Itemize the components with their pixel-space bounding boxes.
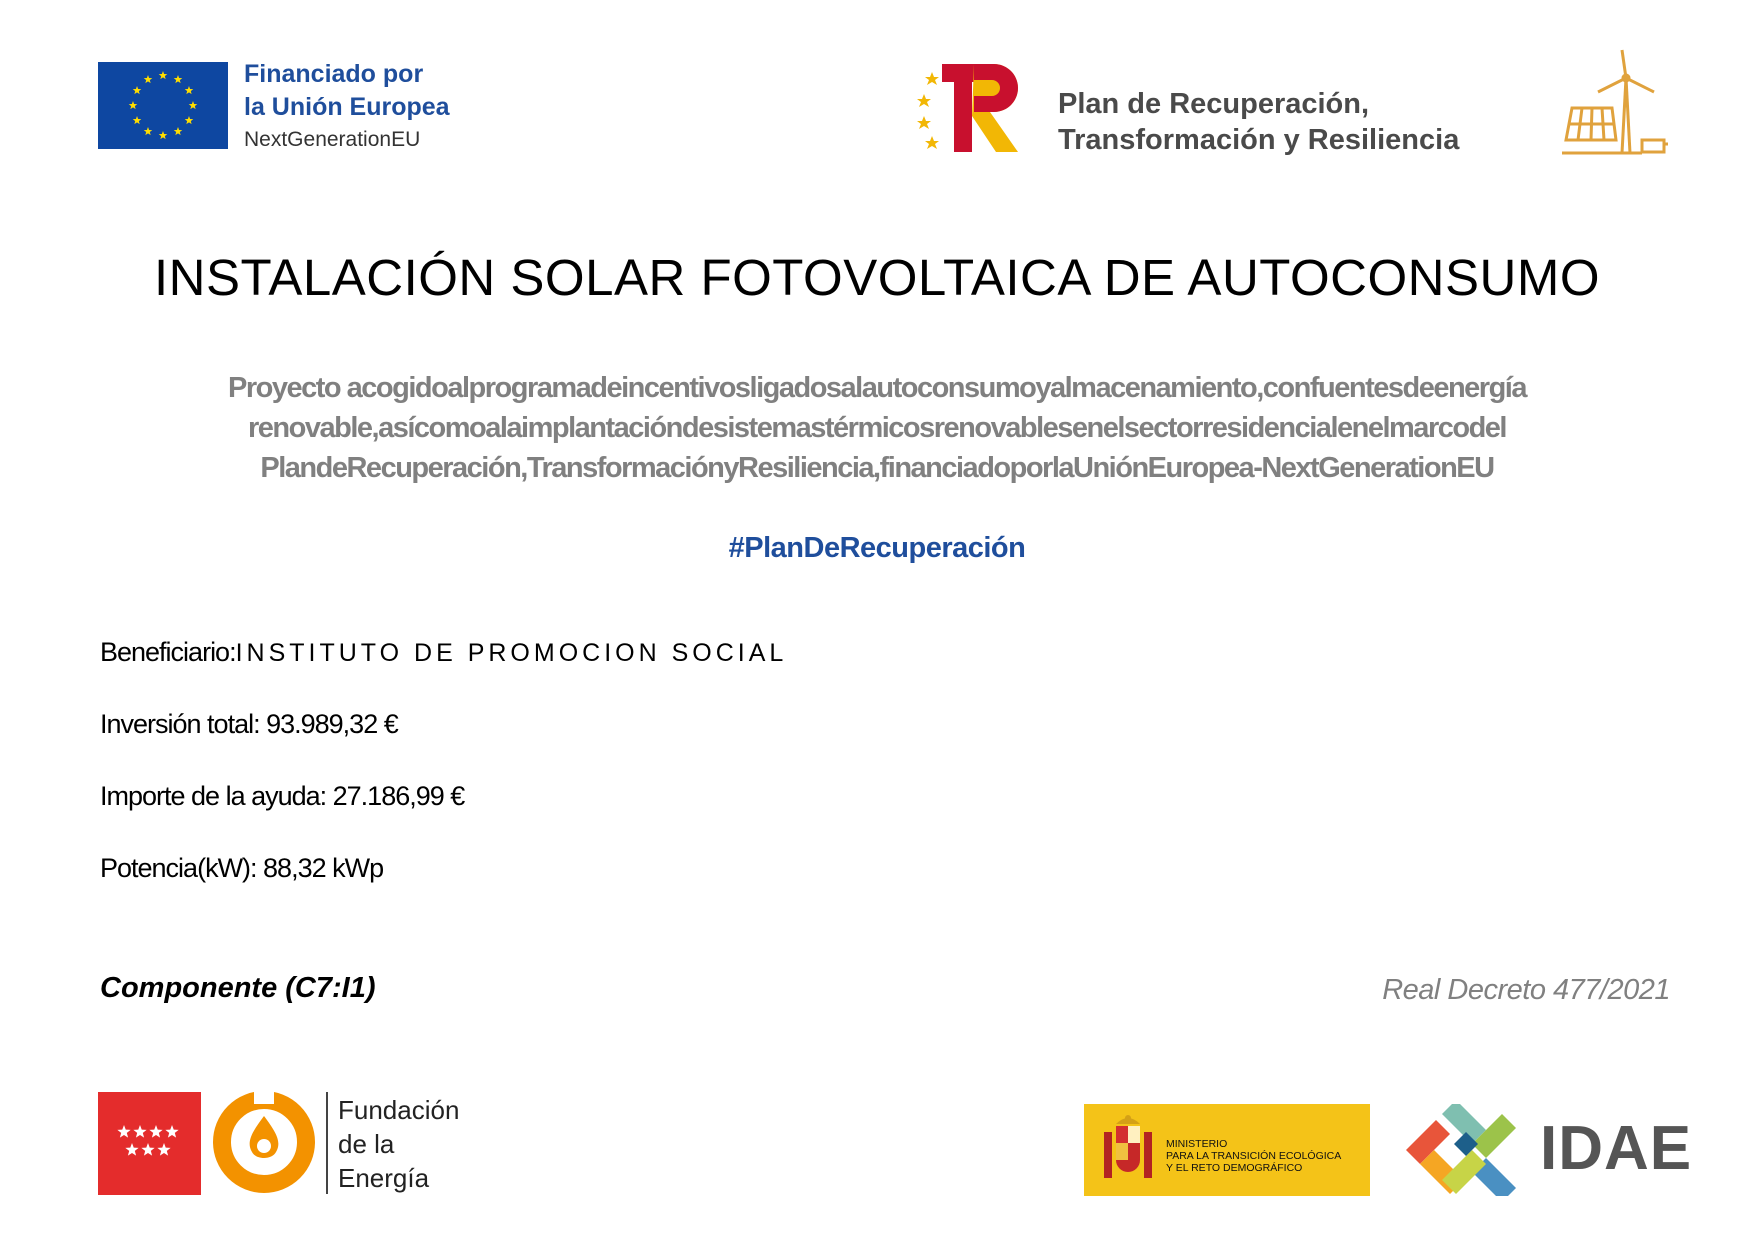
eu-flag-logo (98, 62, 228, 149)
description-line-1: Proyecto acogidoalprogramadeincentivosligadosalautoconsumoyalmacenamiento,confuentesdeenergía (228, 372, 1526, 404)
beneficiario-label: Beneficiario: (100, 637, 236, 667)
eu-star (144, 127, 153, 135)
fundacion-line-3: Energía (338, 1163, 430, 1193)
madrid-star (133, 1125, 146, 1138)
madrid-star (125, 1143, 138, 1156)
ministerio-logo (1084, 1104, 1370, 1196)
eu-star (159, 131, 168, 139)
eu-star (129, 101, 138, 109)
madrid-stars-icon (98, 1092, 201, 1195)
tr-logo (912, 62, 1030, 154)
eu-star (189, 101, 198, 109)
real-decreto-label: Real Decreto 477/2021 (1382, 974, 1670, 1006)
project-description (100, 368, 1654, 488)
fundacion-line-2: de la (338, 1129, 395, 1159)
ministerio-line-2: PARA LA TRANSICIÓN ECOLÓGICA (1166, 1150, 1342, 1162)
beneficiario-value: INSTITUTO DE PROMOCION SOCIAL (235, 639, 788, 667)
eu-star (133, 116, 142, 124)
madrid-star (149, 1125, 162, 1138)
comunidad-madrid-logo (98, 1092, 201, 1195)
idae-logo-mark (1396, 1104, 1530, 1196)
madrid-star (165, 1125, 178, 1138)
eu-star (174, 75, 183, 83)
hashtag: #PlanDeRecuperación (728, 532, 1026, 564)
eu-line-1: Financiado por (244, 60, 424, 88)
fundacion-energia-text (338, 1093, 459, 1195)
beneficiario-row (100, 634, 787, 671)
page-title: INSTALACIÓN SOLAR FOTOVOLTAICA DE AUTOCONSUMO (153, 249, 1601, 306)
fundacion-energia-logo (212, 1090, 316, 1194)
eu-line-2: la Unión Europea (244, 93, 450, 121)
tr-stars-icon (917, 72, 939, 149)
potencia: Potencia(kW): 88,32 kWp (100, 853, 384, 883)
ministerio-line-1: MINISTERIO (1166, 1138, 1228, 1150)
importe-ayuda: Importe de la ayuda: 27.186,99 € (100, 781, 465, 811)
componente-label: Componente (C7:I1) (100, 972, 376, 1004)
eu-star (159, 71, 168, 79)
madrid-star (157, 1143, 170, 1156)
madrid-star (141, 1143, 154, 1156)
ministerio-line-3: Y EL RETO DEMOGRÁFICO (1166, 1162, 1303, 1174)
eu-star (185, 86, 194, 94)
eu-star (133, 86, 142, 94)
eu-star (174, 127, 183, 135)
description-line-2: renovable,asícomoalaimplantacióndesistemastérmicosrenovablesenelsectorresidencialenelmarcodel (248, 412, 1506, 444)
divider (326, 1092, 328, 1194)
plan-title-line-1: Plan de Recuperación, (1058, 88, 1370, 120)
madrid-star (117, 1125, 130, 1138)
ministerio-text (1166, 1138, 1341, 1174)
eu-star (144, 75, 153, 83)
idae-logo-text: IDAE (1540, 1114, 1693, 1183)
renewable-energy-icon (1558, 48, 1670, 160)
inversion-total: Inversión total: 93.989,32 € (100, 709, 398, 739)
eu-funding-text (244, 58, 450, 156)
plan-title (1058, 86, 1459, 158)
fundacion-line-1: Fundación (338, 1095, 460, 1125)
description-line-3: PlandeRecuperación,TransformaciónyResiliencia,financiadoporlaUniónEuropea-NextGenerationEU (260, 452, 1494, 484)
coat-of-arms-icon (1098, 1114, 1158, 1188)
eu-line-3: NextGenerationEU (244, 128, 421, 151)
eu-star (185, 116, 194, 124)
plan-title-line-2: Transformación y Resiliencia (1058, 124, 1460, 156)
eu-stars-icon (98, 62, 228, 149)
